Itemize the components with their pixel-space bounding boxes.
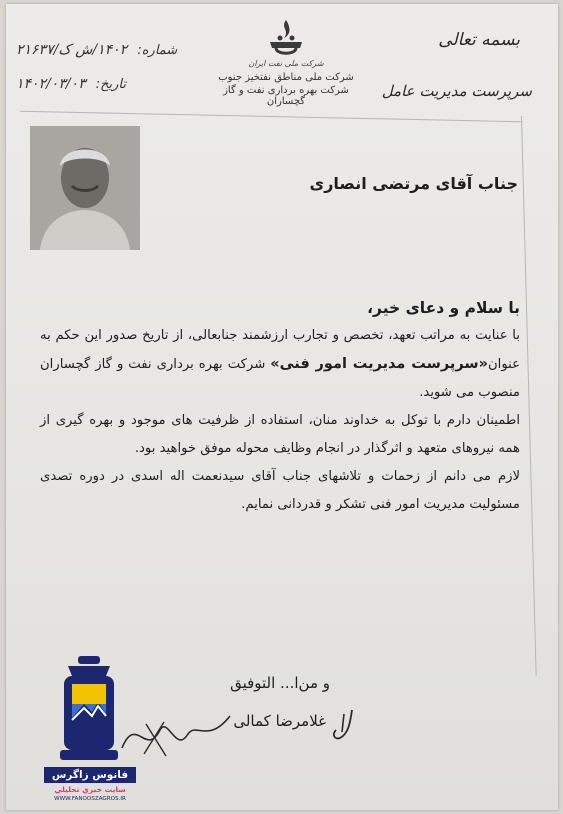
margin-rule-vertical bbox=[521, 116, 537, 676]
addressee-position: سرپرست مدیریت عامل bbox=[381, 82, 532, 100]
paragraph-2: اطمینان دارم با توکل به خداوند منان، استفاده از ظرفیت های موجود و بهره گیری از همه نیروهای متعهد و اثرگذار در انجام وظایف محوله موفق خواهید بود. bbox=[40, 413, 520, 456]
letter-body bbox=[40, 294, 520, 519]
number-label: شماره: bbox=[137, 43, 178, 58]
lantern-logo-icon bbox=[54, 654, 124, 768]
paragraph-1 bbox=[40, 322, 520, 407]
signature-mark bbox=[328, 706, 358, 742]
number-value: ۱۴۰۲/ش ک/۲۱۶۳۷ bbox=[16, 42, 128, 58]
watermark-subtitle: سایت خبری تحلیلی bbox=[54, 785, 126, 794]
basmala-text: بسمه تعالی bbox=[438, 30, 520, 50]
company-line-2: شرکت بهره برداری نفت و گاز گچساران bbox=[223, 85, 349, 107]
paragraph-3: لازم می دانم از زحمات و تلاشهای جناب آقای سیدنعمت اله اسدی در دوره تصدی مسئولیت مدیریت امور فنی تشکر و قدردانی نمایم. bbox=[40, 469, 520, 512]
date-value: ۱۴۰۲/۰۳/۰۳ bbox=[16, 76, 86, 92]
watermark-title: فانوس زاگرس bbox=[44, 767, 136, 783]
letter-number-row bbox=[16, 42, 177, 58]
logo-caption: شرکت ملی نفت ایران bbox=[248, 59, 324, 68]
recipient-name: جناب آقای مرتضی انصاری bbox=[309, 174, 518, 193]
closing-phrase: و من‌ا... التوفیق bbox=[230, 674, 330, 692]
date-label: تاریخ: bbox=[95, 77, 126, 92]
margin-rule bbox=[20, 111, 522, 123]
watermark-url: WWW.FANOOSZAGROS.IR bbox=[54, 796, 126, 802]
company-logo-block bbox=[206, 18, 366, 107]
company-line-1: شرکت ملی مناطق نفتخیز جنوب bbox=[218, 72, 354, 83]
paragraph-1-start: با عنایت به مراتب تعهد، تخصص و تجارب ارزشمند جنابعالی، از تاریخ صدور این حکم به عنوان bbox=[40, 328, 520, 372]
greeting: با سلام و دعای خیر، bbox=[367, 299, 520, 317]
paragraph-1-end: شرکت بهره برداری نفت و گاز گچساران منصوب می شوید. bbox=[40, 357, 520, 400]
nioc-flame-logo-icon bbox=[260, 18, 312, 58]
appointed-position: «سرپرست مدیریت امور فنی» bbox=[270, 356, 488, 372]
signature-scribble bbox=[116, 704, 236, 764]
signer-name: غلامرضا کمالی bbox=[233, 712, 326, 730]
portrait-photo bbox=[30, 126, 140, 250]
letter-date-row bbox=[16, 76, 126, 92]
